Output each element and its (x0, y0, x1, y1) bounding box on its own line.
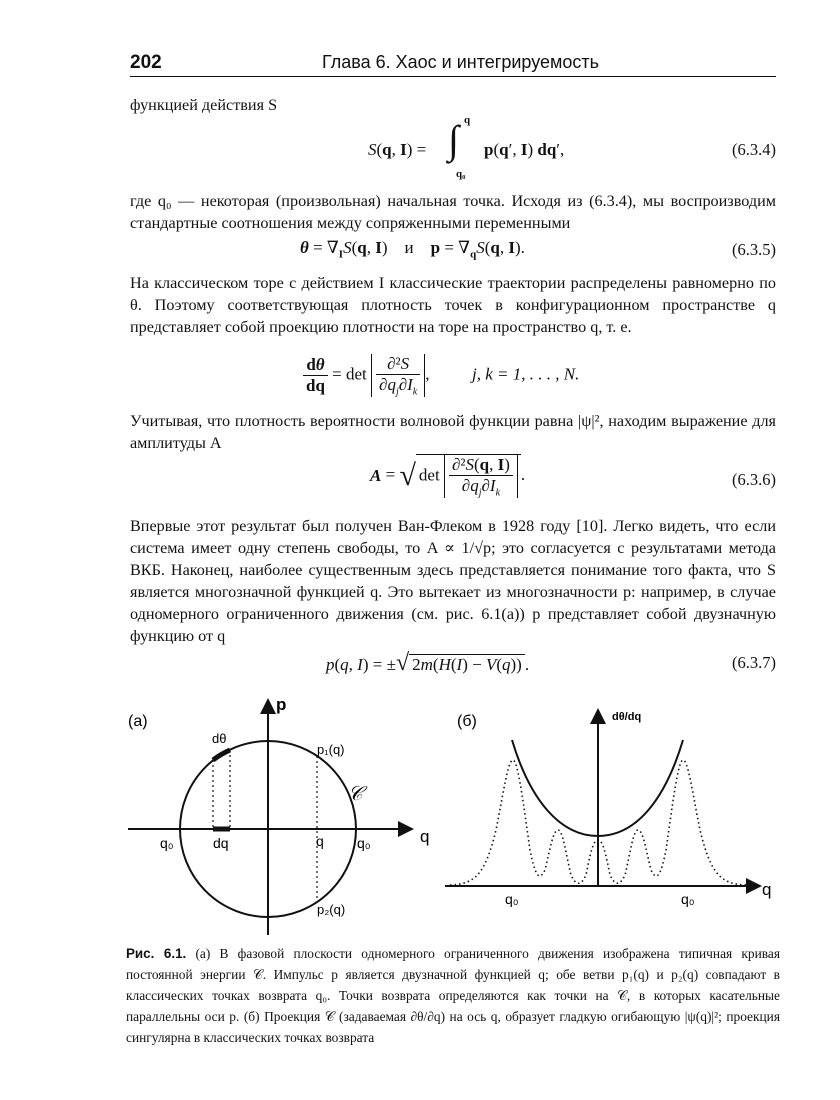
dtheta-arc (213, 750, 230, 760)
equation-number-6-3-7: (6.3.7) (732, 653, 776, 672)
panel-a-label: (a) (128, 713, 148, 730)
paragraph-5 (130, 515, 776, 647)
dtheta-label: dθ (212, 731, 227, 746)
q0-left-label: q₀ (160, 835, 174, 851)
panel-a-p-label: p (276, 695, 287, 714)
figure-6-1 (120, 690, 780, 935)
header-rule (130, 76, 776, 77)
equation-6-3-6: A = √ det $\frac{\text{∂²S(q, I)}}{\partial q_j\partial I_k}$ . (370, 455, 526, 499)
paragraph-3 (130, 272, 776, 338)
paragraph-2-text: где q₀ — некоторая (произвольная) начальная точка. Исходя из (6.3.4), мы воспроизводим стандартные соотношения между сопряженными переменными (130, 192, 776, 232)
equation-number-6-3-4: (6.3.4) (732, 140, 776, 159)
chapter-title: Глава 6. Хаос и интегрируемость (322, 52, 600, 72)
equation-6-3-7: p(q, I) = ±√ 2m(H(I) − V(q)) . (326, 650, 530, 676)
panel-b-q0-right: q₀ (681, 891, 695, 907)
paragraph-1-text: функцией действия S (130, 96, 278, 114)
q-label: q (316, 833, 324, 849)
caption-label: Рис. 6.1. (126, 946, 187, 961)
dq-label: dq (213, 835, 229, 851)
equation-index-range: j, k = 1, . . . , N. (472, 364, 580, 384)
panel-a (128, 695, 429, 935)
paragraph-2 (130, 190, 776, 234)
paragraph-3-text: На классическом торе с действием I классические траектории распределены равномерно по θ. Поэтому соответствующая плотность точек в конфигурационном пространстве q представляет собой проекцию плотности на торе на пространство q, т. е. (130, 274, 776, 336)
p1-label: p₁(q) (317, 742, 345, 757)
panel-b (445, 711, 771, 907)
paragraph-5-text: Впервые этот результат был получен Ван-Флеком в 1928 году [10]. Легко видеть, что если система имеет одну степень свободы, то A ∝ 1/√p; это согласуется с результатами метода ВКБ. Наконец, наиболее существенным здесь представляется понимание того факта, что S является многозначной функцией q. Это вытекает из многозначности p: например, в случае одномерного ограниченного движения (см. рис. 6.1(a)) p представляет собой двузначную функцию от q (130, 517, 776, 645)
figure-caption (126, 943, 780, 1048)
q0-right-label: q₀ (357, 835, 371, 851)
equation-density: $\frac{d\theta}{dq}$ = det $\frac{\text{∂²S}}{\partial q_j\partial I_k}$ , j, k = 1, . . . , N. (303, 354, 623, 414)
panel-b-y-label: dθ/dq (612, 711, 642, 723)
paragraph-4 (130, 410, 776, 454)
p2-label: p₂(q) (317, 902, 346, 917)
panel-b-label: (б) (457, 713, 477, 730)
panel-b-q0-left: q₀ (505, 891, 519, 907)
panel-b-q-axis-label: q (762, 880, 772, 899)
equation-conjunction: и (404, 238, 414, 257)
equation-6-3-5: $\theta = \nabla_IS(q$, I) и $p = \nabla_qS(q$, I). (300, 238, 525, 261)
equation-6-3-4: S(q, I) = ∫ q q₀ p(q′, I) dq′, (368, 114, 565, 180)
equation-number-6-3-5: (6.3.5) (732, 240, 776, 259)
page-number: 202 (130, 52, 162, 73)
curve-c-label: 𝒞 (348, 783, 363, 805)
equation-number-6-3-6: (6.3.6) (732, 470, 776, 489)
paragraph-4-text: Учитывая, что плотность вероятности волновой функции равна |ψ|², находим выражение для амплитуды A (130, 412, 776, 452)
panel-a-q-axis-label: q (420, 827, 430, 846)
caption-text: (a) В фазовой плоскости одномерного ограниченного движения изображена типичная кривая постоянной энергии 𝒞. Импульс p является двузначной функцией q; обе ветви p₁(q) и p₂(q) совпадают в классических точках возврата q₀. Точки возврата определяются как точки на 𝒞, в которых касательные параллельны оси p. (б) Проекция 𝒞 (задаваемая ∂θ/∂q) на ось q, образует гладкую огибающую |ψ(q)|²; проекция сингулярна в классических точках возврата (126, 946, 780, 1045)
